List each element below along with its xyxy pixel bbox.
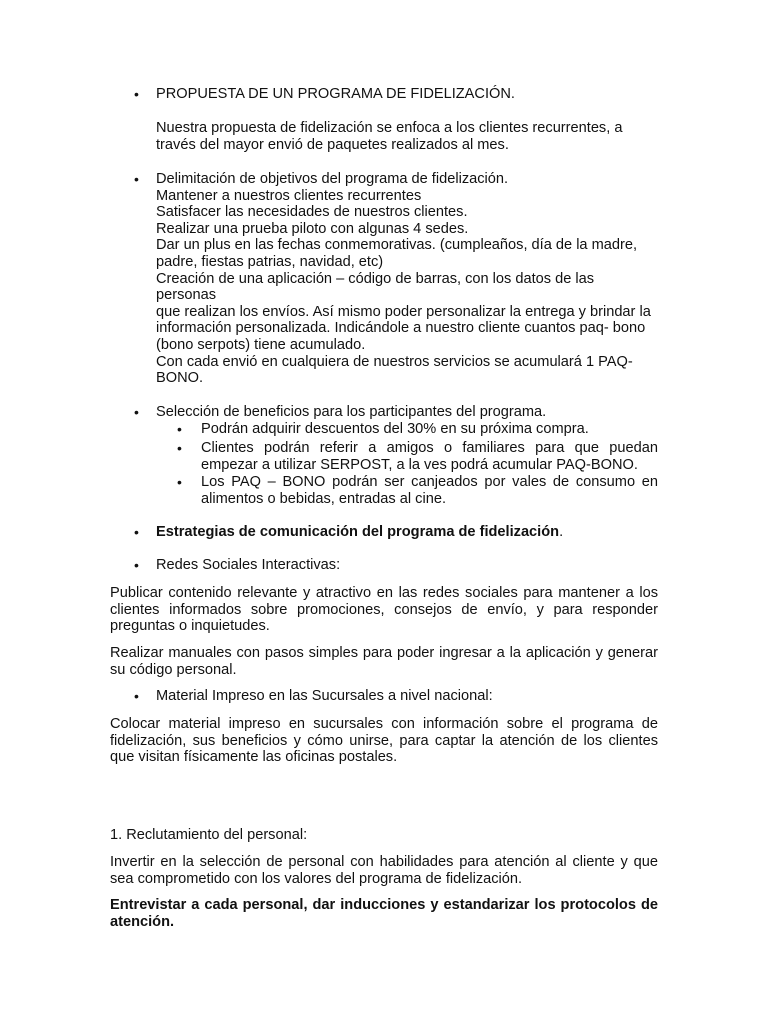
- section-title-propuesta: PROPUESTA DE UN PROGRAMA DE FIDELIZACIÓN.: [156, 86, 515, 102]
- objectives-line: BONO.: [156, 370, 204, 387]
- benefit-item: Los PAQ – BONO podrán ser canjeados por vales de consumo en alimentos o bebidas, entradas al cine.: [201, 474, 658, 507]
- objectives-line: Con cada envió en cualquiera de nuestros servicios se acumulará 1 PAQ-: [156, 353, 633, 370]
- benefits-title: Selección de beneficios para los participantes del programa.: [156, 404, 547, 420]
- bullet: •: [134, 404, 139, 420]
- objectives-line: Creación de una aplicación – código de barras, con los datos de las personas: [156, 270, 595, 304]
- bullet: •: [134, 524, 139, 540]
- objectives-line: Delimitación de objetivos del programa de fidelización.: [156, 171, 509, 187]
- objectives-line: (bono serpots) tiene acumulado.: [156, 336, 366, 353]
- sub-bullet: •: [177, 421, 182, 437]
- printed-material-title: Material Impreso en las Sucursales a nivel nacional:: [156, 688, 493, 704]
- manuals-paragraph: Realizar manuales con pasos simples para poder ingresar a la aplicación y generar su código personal.: [110, 645, 658, 678]
- objectives-line: Satisfacer las necesidades de nuestros clientes.: [156, 204, 468, 221]
- benefit-item: Podrán adquirir descuentos del 30% en su próxima compra.: [201, 421, 589, 437]
- social-title: Redes Sociales Interactivas:: [156, 557, 341, 573]
- objectives-line: padre, fiestas patrias, navidad, etc): [156, 253, 384, 270]
- objectives-line: información personalizada. Indicándole a nuestro cliente cuantos paq- bono: [156, 320, 646, 337]
- bullet: •: [134, 86, 139, 102]
- strategies-title: [156, 524, 631, 541]
- objectives-line: Mantener a nuestros clientes recurrentes: [156, 187, 422, 204]
- benefit-item: Clientes podrán referir a amigos o familiares para que puedan empezar a utilizar SERPOST, a la ves podrá acumular PAQ-BONO.: [201, 440, 658, 473]
- objectives-line: que realizan los envíos. Así mismo poder personalizar la entrega y brindar la: [156, 303, 651, 320]
- strategies-title-tail: .: [559, 524, 564, 540]
- objectives-line: Dar un plus en las fechas conmemorativas. (cumpleaños, día de la madre,: [156, 237, 638, 254]
- strategies-title-bold: Estrategias de comunicación del programa de fidelización: [156, 524, 560, 540]
- bullet: •: [134, 171, 139, 187]
- recruitment-paragraph: Invertir en la selección de personal con habilidades para atención al cliente y que sea comprometido con los valores del programa de fidelización.: [110, 854, 658, 887]
- sub-bullet: •: [177, 440, 182, 456]
- sub-bullet: •: [177, 474, 182, 490]
- objectives-block: [156, 171, 656, 387]
- bullet: •: [134, 557, 139, 573]
- section-body-propuesta: Nuestra propuesta de fidelización se enfoca a los clientes recurrentes, a través del mayor envió de paquetes realizados al mes.: [156, 120, 623, 153]
- recruitment-bold-paragraph: Entrevistar a cada personal, dar inducciones y estandarizar los protocolos de atención.: [110, 897, 658, 930]
- social-paragraph: Publicar contenido relevante y atractivo en las redes sociales para mantener a los clientes informados sobre promociones, consejos de envío, y para responder preguntas o inquietudes.: [110, 585, 658, 635]
- bullet: •: [134, 688, 139, 704]
- recruitment-title: 1. Reclutamiento del personal:: [110, 827, 308, 843]
- objectives-line: Realizar una prueba piloto con algunas 4 sedes.: [156, 220, 469, 237]
- printed-material-paragraph: Colocar material impreso en sucursales con información sobre el programa de fidelización, sus beneficios y cómo unirse, para captar la atención de los clientes que visitan físicamente las oficinas postales.: [110, 716, 658, 766]
